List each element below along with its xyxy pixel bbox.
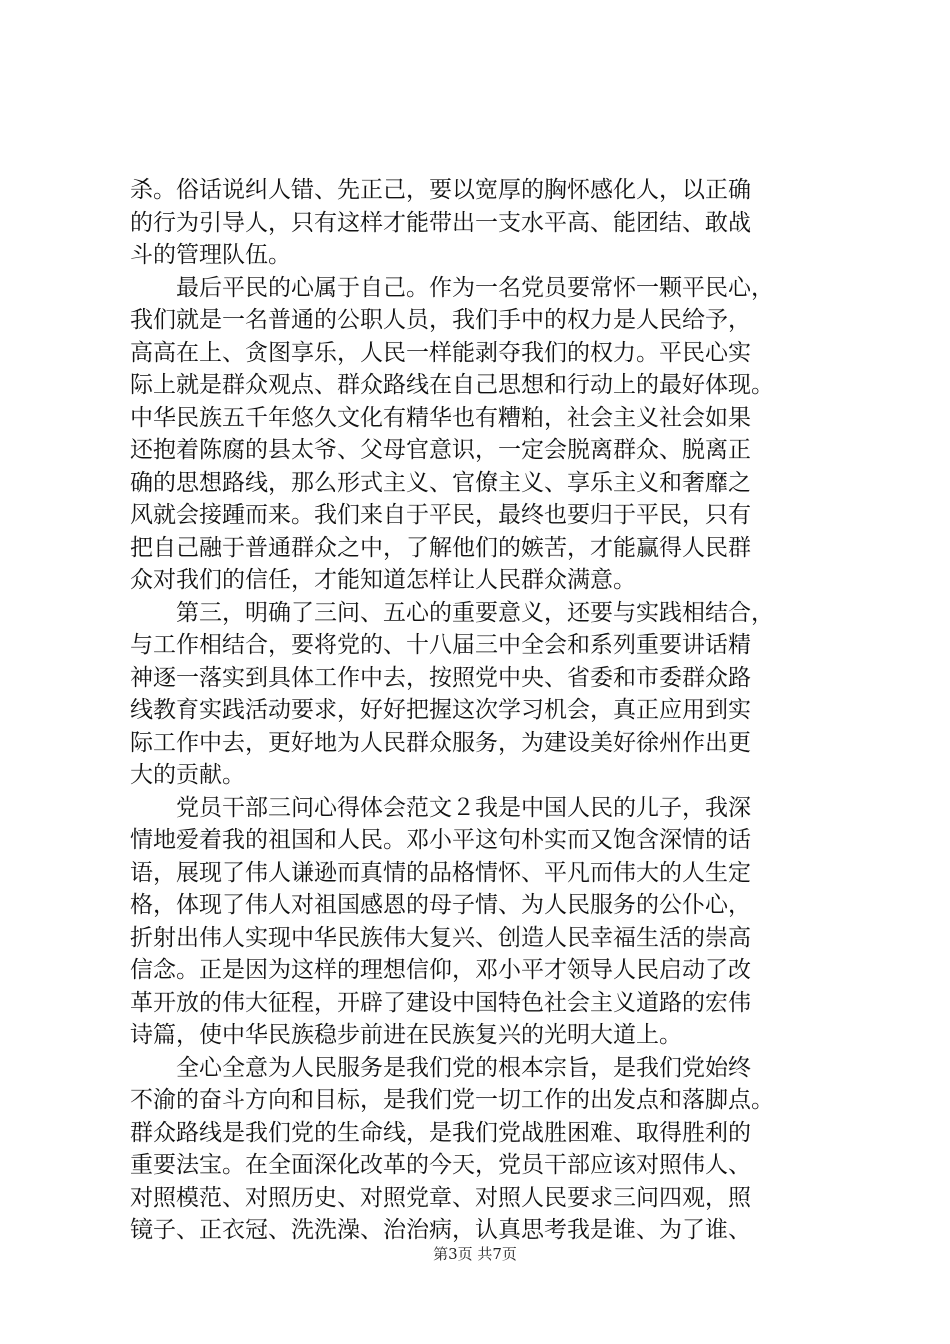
text-line: 斗的管理队伍。 [130,242,291,268]
text-line: 大的贡献。 [130,762,245,788]
paragraph-first-line: 最后平民的心属于自己。作为一名党员要常怀一颗平民心， [176,274,774,301]
text-line: 杀。俗话说纠人错、先正己，要以宽厚的胸怀感化人，以正确 [130,177,751,203]
document-body [130,174,830,1247]
text-line: 中华民族五千年悠久文化有精华也有糟粕，社会主义社会如果 [130,404,751,431]
paragraph-first-line: 全心全意为人民服务是我们党的根本宗旨，是我们党始终 [176,1054,751,1081]
text-line: 际工作中去，更好地为人民群众服务，为建设美好徐州作出更 [130,729,751,756]
text-line: 群众路线是我们党的生命线，是我们党战胜困难、取得胜利的 [130,1119,751,1146]
text-line: 格，体现了伟人对祖国感恩的母子情、为人民服务的公仆心， [130,892,751,918]
text-line: 线教育实践活动要求，好好把握这次学习机会，真正应用到实 [130,697,751,723]
text-line: 革开放的伟大征程，开辟了建设中国特色社会主义道路的宏伟 [130,989,751,1016]
text-line: 语，展现了伟人谦逊而真情的品格情怀、平凡而伟大的人生定 [130,859,751,886]
text-line: 神逐一落实到具体工作中去，按照党中央、省委和市委群众路 [130,664,751,691]
text-line: 信念。正是因为这样的理想信仰，邓小平才领导人民启动了改 [130,957,751,983]
text-line: 的行为引导人，只有这样才能带出一支水平高、能团结、敢战 [130,209,751,236]
text-line: 镜子、正衣冠、洗洗澡、治治病，认真思考我是谁、为了谁、 [130,1217,751,1243]
paragraph-first-line: 第三，明确了三问、五心的重要意义，还要与实践相结合， [176,599,774,626]
text-line: 诗篇，使中华民族稳步前进在民族复兴的光明大道上。 [130,1022,682,1048]
text-line: 众对我们的信任，才能知道怎样让人民群众满意。 [130,567,636,593]
text-line: 际上就是群众观点、群众路线在自己思想和行动上的最好体现。 [130,372,774,398]
text-line: 确的思想路线，那么形式主义、官僚主义、享乐主义和奢靡之 [130,469,751,496]
page-footer: 第3页 共7页 [433,1245,517,1263]
text-line: 折射出伟人实现中华民族伟大复兴、创造人民幸福生活的崇高 [130,924,751,951]
text-line: 把自己融于普通群众之中，了解他们的嫉苦，才能赢得人民群 [130,534,751,561]
text-line: 情地爱着我的祖国和人民。邓小平这句朴实而又饱含深情的话 [130,827,751,853]
text-line: 风就会接踵而来。我们来自于平民，最终也要归于平民，只有 [130,502,751,528]
paragraph-first-line: 党员干部三问心得体会范文２我是中国人民的儿子，我深 [176,794,751,821]
text-line: 我们就是一名普通的公职人员，我们手中的权力是人民给予， [130,307,751,333]
text-line: 还抱着陈腐的县太爷、父母官意识，一定会脱离群众、脱离正 [130,437,751,463]
text-line: 重要法宝。在全面深化改革的今天，党员干部应该对照伟人、 [130,1152,751,1178]
text-line: 不渝的奋斗方向和目标，是我们党一切工作的出发点和落脚点。 [130,1087,774,1113]
text-line: 与工作相结合，要将党的、十八届三中全会和系列重要讲话精 [130,632,751,658]
text-line: 高高在上、贪图享乐，人民一样能剥夺我们的权力。平民心实 [130,339,751,366]
text-line: 对照模范、对照历史、对照党章、对照人民要求三问四观，照 [130,1184,751,1211]
